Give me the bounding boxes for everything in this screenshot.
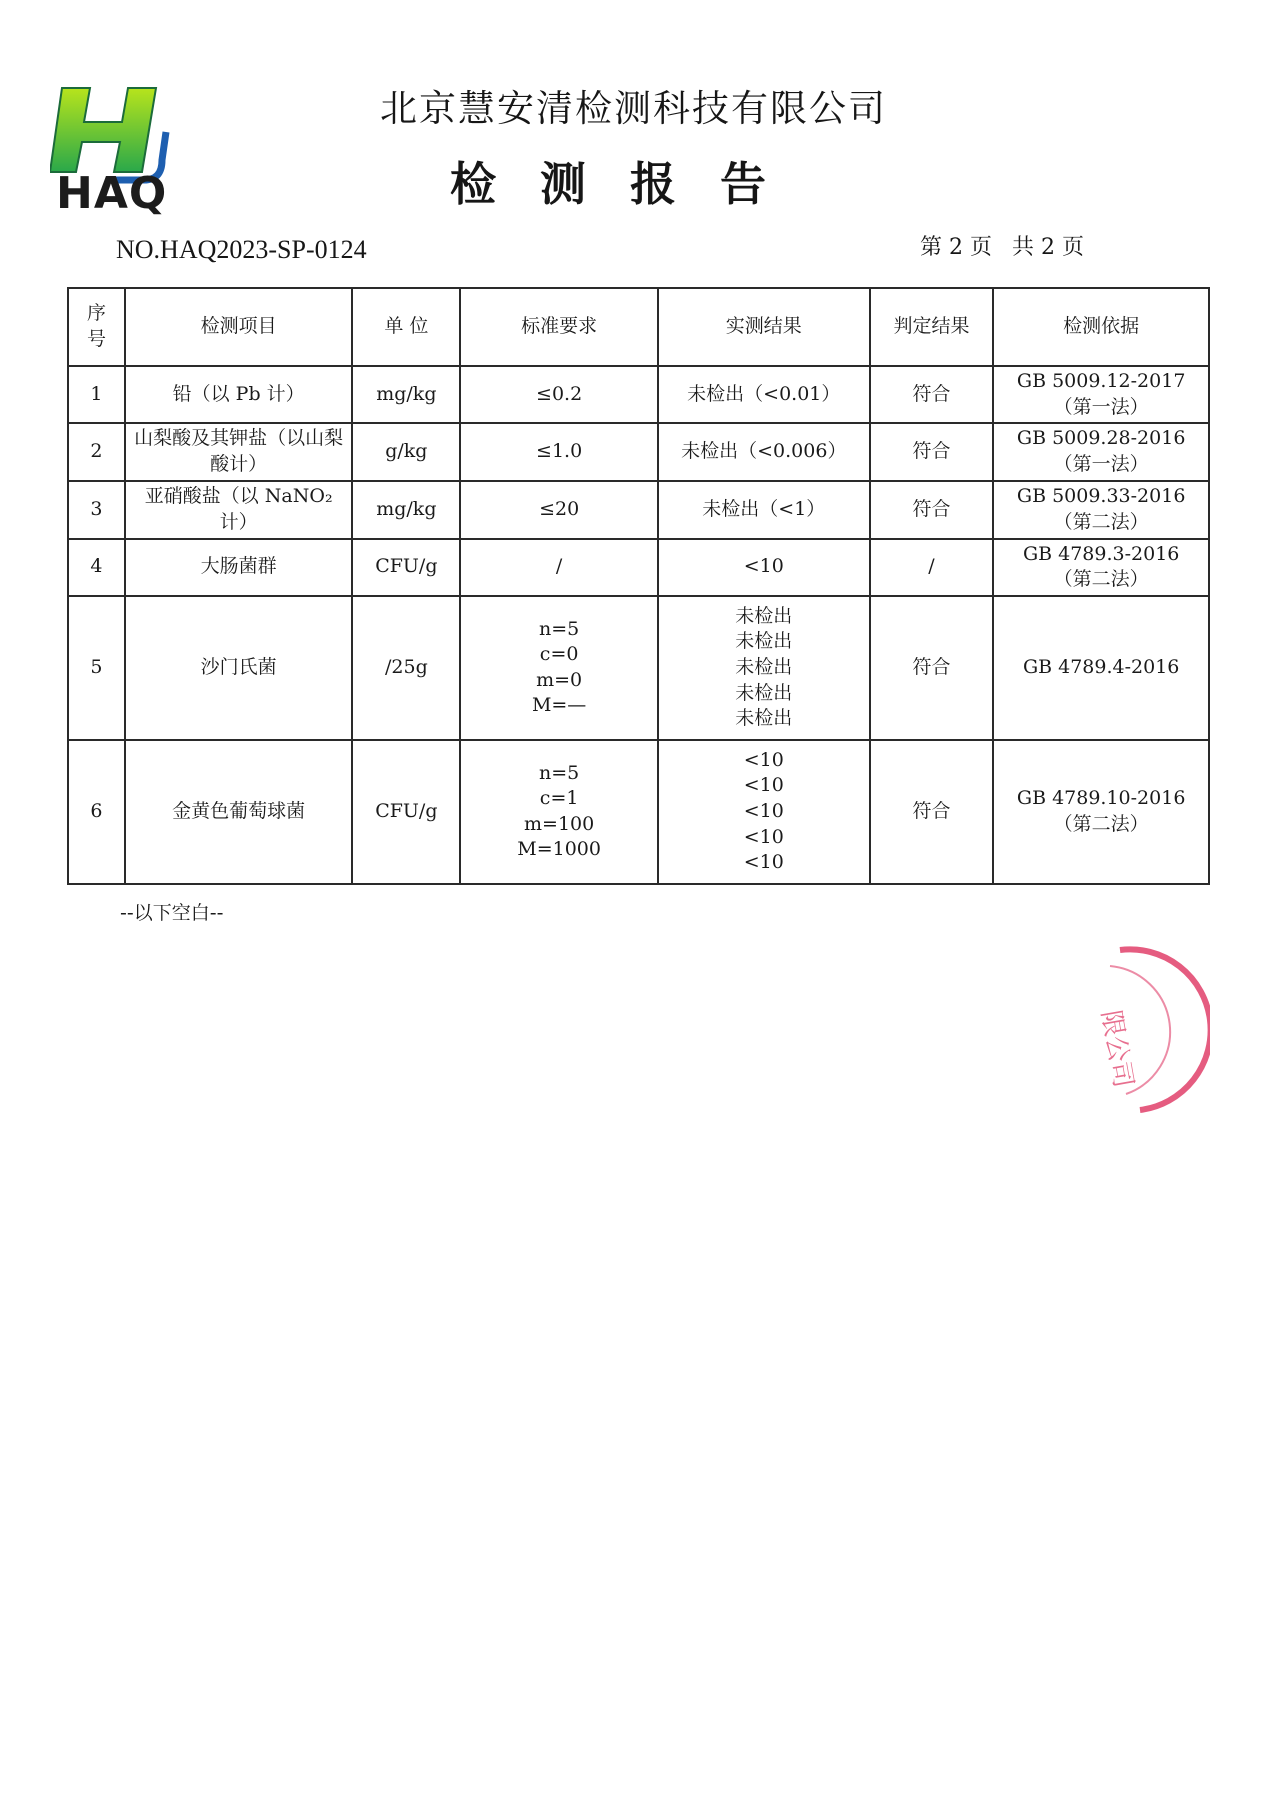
row-result-line: 未检出 (735, 604, 793, 627)
header-judgement: 判定结果 (870, 288, 994, 366)
row-result (658, 481, 870, 539)
results-table (67, 287, 1210, 885)
row-basis-line: GB 4789.4-2016 (1022, 656, 1180, 679)
row-item: 金黄色葡萄球菌 (125, 740, 353, 884)
row-standard-line: c=0 (539, 643, 579, 666)
row-standard-line: c=1 (539, 787, 579, 810)
row-item: 铅（以 Pb 计） (125, 366, 353, 423)
row-unit: /25g (352, 596, 460, 740)
title-char: 告 (720, 157, 766, 211)
row-result (658, 423, 870, 480)
row-seq: 3 (68, 481, 125, 539)
row-item: 亚硝酸盐（以 NaNO₂ 计） (125, 481, 353, 539)
table-row (68, 596, 1209, 740)
row-basis (993, 481, 1209, 539)
row-standard-line: m=0 (536, 668, 583, 691)
blank-note: --以下空白-- (120, 902, 224, 924)
row-unit: CFU/g (352, 539, 460, 596)
table-row (68, 366, 1209, 423)
row-standard-line: ≤1.0 (536, 440, 583, 463)
report-title (450, 148, 810, 214)
row-basis-line: （第二法） (1053, 568, 1149, 591)
row-unit: g/kg (352, 423, 460, 480)
row-seq: 4 (68, 539, 125, 596)
row-result-line: <10 (743, 800, 784, 823)
row-basis-line: GB 5009.12-2017 (1016, 370, 1186, 392)
row-basis (993, 740, 1209, 884)
row-item: 大肠菌群 (125, 539, 353, 596)
row-seq: 1 (68, 366, 125, 423)
row-result-line: <10 (743, 825, 784, 848)
title-char: 报 (630, 157, 676, 211)
row-judgement: / (870, 539, 994, 596)
row-result-line: <10 (743, 555, 784, 578)
row-standard (460, 423, 658, 480)
row-judgement: 符合 (870, 423, 994, 480)
row-standard-line: n=5 (539, 617, 580, 640)
row-seq: 5 (68, 596, 125, 740)
row-result-line: 未检出 (735, 656, 793, 679)
table-header-row (68, 288, 1209, 366)
row-basis-line: GB 5009.28-2016 (1016, 427, 1186, 450)
title-char: 检 (450, 157, 496, 211)
row-standard (460, 366, 658, 423)
row-seq: 2 (68, 423, 125, 480)
row-standard-line: M=— (531, 694, 587, 717)
logo-text: HAQ (56, 168, 168, 219)
row-basis-line: （第一法） (1053, 395, 1149, 418)
row-judgement: 符合 (870, 740, 994, 884)
row-item: 沙门氏菌 (125, 596, 353, 740)
row-unit: mg/kg (352, 481, 460, 539)
report-number: NO.HAQ2023-SP-0124 (116, 235, 367, 264)
row-result-line: <10 (743, 748, 784, 771)
company-name: 北京慧安清检测科技有限公司 (380, 87, 887, 130)
header-standard: 标准要求 (460, 288, 658, 366)
row-seq: 6 (68, 740, 125, 884)
row-basis (993, 539, 1209, 596)
table-row (68, 539, 1209, 596)
row-result-line: 未检出 (735, 681, 793, 704)
row-result-line: 未检出 (735, 707, 793, 730)
title-char: 测 (540, 157, 586, 211)
row-result (658, 596, 870, 740)
row-basis-line: GB 5009.33-2016 (1016, 484, 1186, 507)
header-unit: 单 位 (352, 288, 460, 366)
row-result-line: 未检出（<0.006） (681, 440, 847, 463)
row-standard-line: ≤20 (539, 497, 580, 520)
row-standard-line: m=100 (524, 812, 595, 835)
row-result (658, 740, 870, 884)
company-seal-stamp (1080, 940, 1210, 1120)
row-basis-line: GB 4789.10-2016 (1016, 787, 1186, 810)
header-seq: 序 号 (68, 288, 125, 366)
row-standard (460, 539, 658, 596)
row-standard-line: / (555, 555, 563, 578)
table-row (68, 423, 1209, 480)
row-judgement: 符合 (870, 481, 994, 539)
row-standard-line: ≤0.2 (536, 382, 583, 405)
row-basis (993, 366, 1209, 423)
table-row (68, 481, 1209, 539)
row-basis-line: （第二法） (1053, 812, 1149, 835)
row-result-line: 未检出（<1） (702, 497, 826, 520)
row-standard (460, 596, 658, 740)
row-basis-line: （第二法） (1053, 510, 1149, 533)
row-judgement: 符合 (870, 596, 994, 740)
row-judgement: 符合 (870, 366, 994, 423)
row-result (658, 539, 870, 596)
row-result-line: <10 (743, 851, 784, 874)
row-unit: mg/kg (352, 366, 460, 423)
row-standard-line: n=5 (539, 761, 580, 784)
header-result: 实测结果 (658, 288, 870, 366)
row-item: 山梨酸及其钾盐（以山梨酸计） (125, 423, 353, 480)
page-info (920, 230, 1104, 261)
row-standard (460, 481, 658, 539)
svg-text:限公司: 限公司 (1095, 1008, 1139, 1091)
row-unit: CFU/g (352, 740, 460, 884)
row-basis (993, 596, 1209, 740)
page-current: 第 2 页 (920, 235, 992, 260)
page-total: 共 2 页 (1011, 235, 1084, 260)
row-standard-line: M=1000 (517, 838, 601, 861)
row-result-line: 未检出（<0.01） (687, 382, 841, 405)
row-result-line: 未检出 (735, 630, 793, 653)
header-item: 检测项目 (125, 288, 353, 366)
table-row (68, 740, 1209, 884)
header-basis: 检测依据 (993, 288, 1209, 366)
row-basis-line: （第一法） (1053, 452, 1149, 475)
row-result (658, 366, 870, 423)
row-basis (993, 423, 1209, 480)
row-standard (460, 740, 658, 884)
row-basis-line: GB 4789.3-2016 (1022, 542, 1180, 565)
row-result-line: <10 (743, 774, 784, 797)
